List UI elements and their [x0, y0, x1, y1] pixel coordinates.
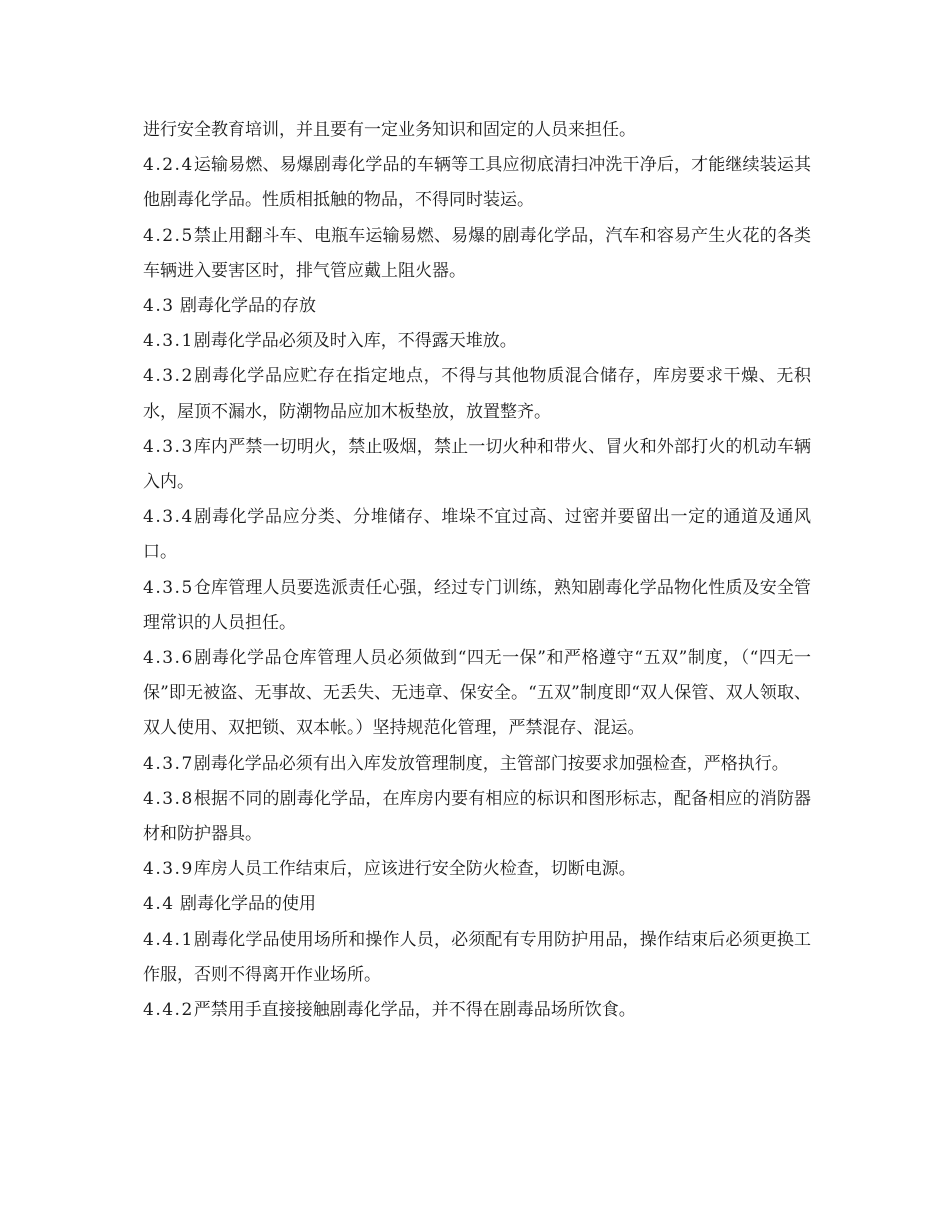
paragraph-text: 库房人员工作结束后，应该进行安全防火检查，切断电源。 [193, 859, 636, 880]
clause-4-3-1 [143, 324, 811, 359]
clause-number: 4.3.7 [143, 753, 194, 774]
section-heading-4-4 [143, 887, 811, 922]
clause-4-4-2 [143, 993, 811, 1028]
paragraph-text: 仓库管理人员要选派责任心强，经过专门训练，熟知剧毒化学品物化性质及安全管理常识的人员担任。 [143, 577, 811, 633]
paragraph-continuation [143, 113, 811, 148]
clause-number: 4.3.2 [143, 366, 194, 387]
clause-4-2-5 [143, 219, 811, 289]
clause-4-3-4 [143, 500, 811, 570]
paragraph-text: 剧毒化学品使用场所和操作人员，必须配有专用防护用品，操作结束后必须更换工作服，否则不得离开作业场所。 [143, 929, 811, 985]
section-heading-4-3 [143, 289, 811, 324]
document-body [143, 113, 811, 1028]
clause-number: 4.3.9 [143, 859, 194, 880]
paragraph-text: 根据不同的剧毒化学品，在库房内要有相应的标识和图形标志，配备相应的消防器材和防护器具。 [143, 788, 811, 845]
section-title: 剧毒化学品的使用 [174, 894, 316, 915]
paragraph-text: 剧毒化学品应分类、分堆储存、堆垛不宜过高、过密并要留出一定的通道及通风口。 [143, 507, 811, 563]
clause-4-3-7 [143, 747, 811, 782]
clause-4-3-8 [143, 782, 811, 852]
clause-number: 4.3.3 [143, 436, 194, 457]
clause-number: 4.3.8 [143, 788, 194, 809]
clause-number: 4.2.5 [143, 225, 194, 246]
clause-number: 4.4.1 [143, 929, 194, 950]
paragraph-text: 剧毒化学品必须及时入库，不得露天堆放。 [193, 331, 517, 352]
paragraph-text: 库内严禁一切明火，禁止吸烟，禁止一切火种和带火、冒火和外部打火的机动车辆入内。 [143, 436, 811, 493]
clause-4-2-4 [143, 148, 811, 218]
clause-4-3-9 [143, 852, 811, 887]
paragraph-text: 运输易燃、易爆剧毒化学品的车辆等工具应彻底清扫冲洗干净后，才能继续装运其他剧毒化学品。性质相抵触的物品，不得同时装运。 [143, 155, 811, 211]
paragraph-text: 剧毒化学品必须有出入库发放管理制度，主管部门按要求加强检查，严格执行。 [193, 753, 789, 774]
clause-number: 4.3.1 [143, 331, 194, 352]
clause-4-3-3 [143, 430, 811, 500]
section-title: 剧毒化学品的存放 [174, 296, 316, 317]
clause-number: 4.3.6 [143, 648, 194, 669]
clause-4-3-2 [143, 359, 811, 429]
section-number: 4.4 [143, 894, 175, 915]
clause-4-4-1 [143, 923, 811, 993]
clause-number: 4.3.4 [143, 507, 194, 528]
clause-4-3-5 [143, 571, 811, 641]
paragraph-text: 剧毒化学品仓库管理人员必须做到“四无一保”和严格遵守“五双”制度，（“四无一保”即无被盗、无事故、无丢失、无违章、保安全。“五双”制度即“双人保管、双人领取、双人使用、双把锁、双本帐。）坚持规范化管理，严禁混存、混运。 [143, 648, 811, 739]
section-number: 4.3 [143, 296, 175, 317]
clause-number: 4.4.2 [143, 1000, 194, 1021]
paragraph-text: 进行安全教育培训，并且要有一定业务知识和固定的人员来担任。 [143, 120, 636, 140]
clause-number: 4.3.5 [143, 577, 194, 598]
paragraph-text: 剧毒化学品应贮存在指定地点，不得与其他物质混合储存，库房要求干燥、无积水，屋顶不漏水，防潮物品应加木板垫放，放置整齐。 [143, 366, 811, 422]
clause-number: 4.2.4 [143, 155, 194, 176]
paragraph-text: 禁止用翻斗车、电瓶车运输易燃、易爆的剧毒化学品，汽车和容易产生火花的各类车辆进入要害区时，排气管应戴上阻火器。 [143, 225, 811, 281]
clause-4-3-6 [143, 641, 811, 747]
paragraph-text: 严禁用手直接接触剧毒化学品，并不得在剧毒品场所饮食。 [193, 1000, 636, 1021]
